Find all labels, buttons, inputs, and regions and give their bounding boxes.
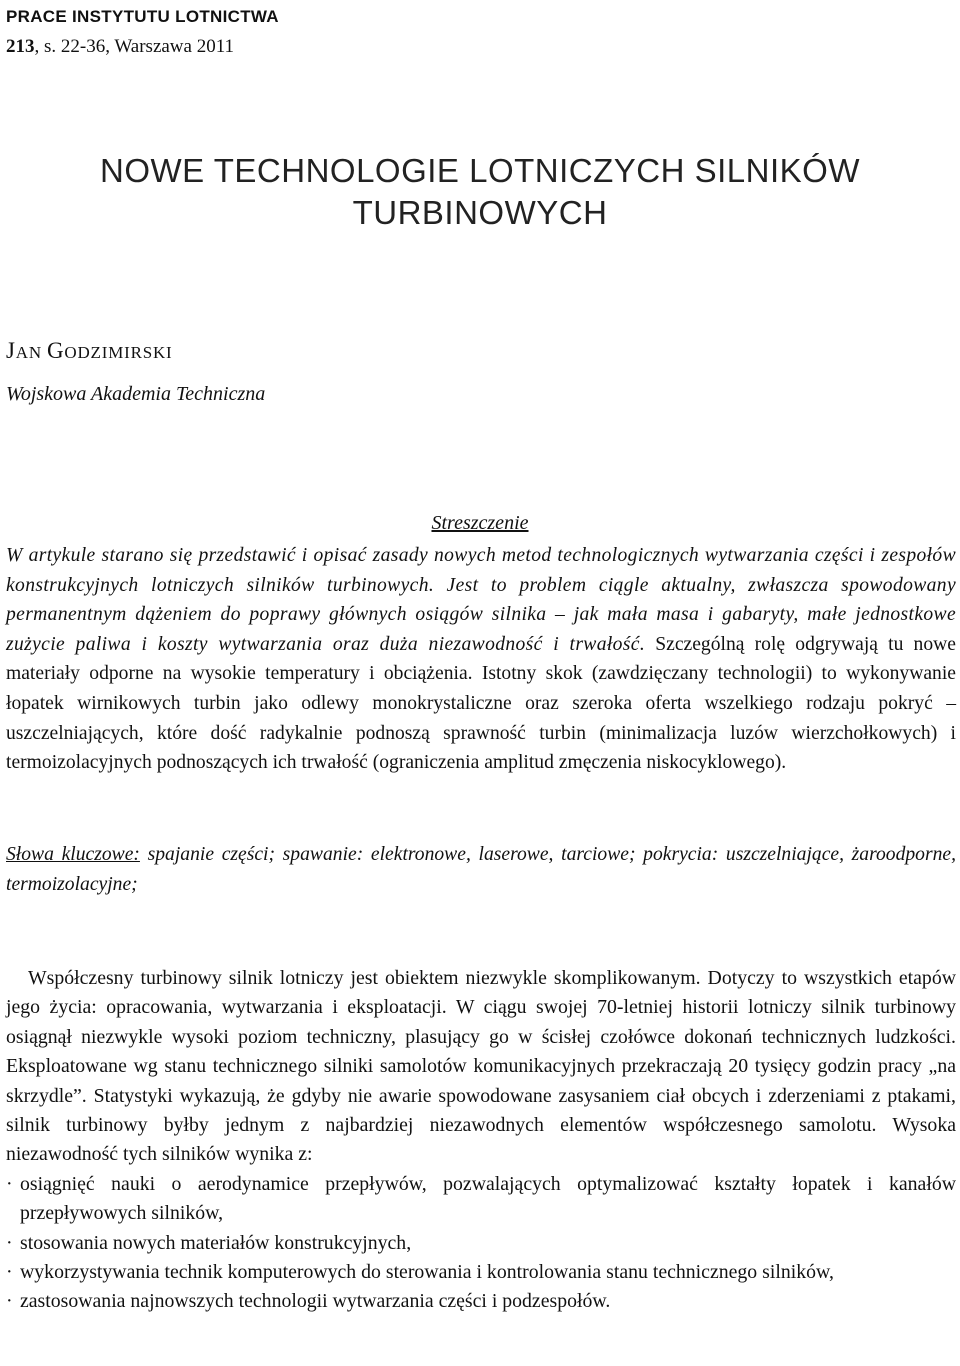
- author-last-initial: G: [46, 338, 65, 363]
- author-name: [6, 338, 173, 364]
- keywords-text: spajanie części; spawanie: elektronowe, laserowe, tarciowe; pokrycia: uszczelniające, żaroodporne, termoizolacyjne;: [6, 844, 956, 895]
- list-item-text: zastosowania najnowszych technologii wytwarzania części i podzespołów.: [20, 1290, 611, 1313]
- list-item: [6, 1287, 956, 1316]
- abstract-heading: Streszczenie: [431, 512, 529, 534]
- body-paragraph: Współczesny turbinowy silnik lotniczy jest obiektem niezwykle skomplikowanym. Dotyczy to wszystkich etapów jego życia: opracowania, wytwarzania i eksploatacji. W ciągu swojej 70-letniej historii lotniczy silnik turbinowy osiągnął niezwykle wysoki poziom techniczny, plasujący go w ścisłej czołówce dokonań technicznych ludzkości. Eksploatowane wg stanu technicznego silniki samolotów komunikacyjnych przekraczają 20 tysięcy godzin pracy „na skrzydle”. Statystyki wykazują, że gdyby nie awarie spowodowane zasysaniem ciał obcych i zderzeniami z ptakami, silnik turbinowy byłby jednym z najbardziej niezawodnych elementów współczesnego samolotu. Wysoka niezawodność tych silników wynika z:: [6, 967, 956, 1166]
- reliability-list: [6, 1170, 956, 1317]
- abstract-italic-part: W artykule starano się przedstawić i opisać zasady nowych metod technologicznych wytwarzania części i zespołów konstrukcyjnych lotniczych silników turbinowych. Jest to problem ciągle aktualny, zwłaszcza spowodowany permanentnym dążeniem do poprawy głównych osiągów silnika – jak mała masa i gabaryty, małe jednostkowe zużycie paliwa i koszty wytwarzania oraz duża niezawodność i trwałość.: [6, 545, 956, 655]
- journal-header: [6, 2, 279, 62]
- list-item-text: stosowania nowych materiałów konstrukcyjnych,: [20, 1231, 412, 1254]
- bullet-icon: ·: [6, 1231, 13, 1254]
- bullet-icon: ·: [6, 1290, 13, 1313]
- article-title: [0, 150, 960, 234]
- keywords-label: Słowa kluczowe:: [6, 844, 140, 865]
- issue-details: , s. 22-36, Warszawa 2011: [34, 36, 235, 57]
- list-item-text: wykorzystywania technik komputerowych do sterowania i kontrolowania stanu technicznego silników,: [20, 1261, 834, 1284]
- author-affiliation: Wojskowa Akademia Techniczna: [6, 383, 266, 405]
- author-first-rest: AN: [15, 343, 47, 362]
- keywords: [6, 840, 956, 899]
- body-text: [6, 964, 956, 1317]
- author-last-rest: ODZIMIRSKI: [64, 343, 173, 362]
- abstract-text: [6, 541, 956, 778]
- author-first-initial: J: [6, 338, 16, 363]
- abstract-normal-part: Szczególną rolę odgrywają tu nowe materiały odporne na wysokie temperatury i obciążenia. Istotny skok (zawdzięczany technologii) to wykonywanie łopatek wirnikowych turbin jako odlewy monokrystaliczne oraz szeroka oferta wszelkiego rodzaju pokryć – uszczelniających, które dość radykalnie podnoszą sprawność turbin (minimalizacja luzów wierzchołkowych) i termoizolacyjnych podnoszących ich trwałość (ograniczenia amplitud zmęczenia niskocyklowego).: [6, 633, 956, 774]
- title-line-2: TURBINOWYCH: [352, 194, 608, 231]
- journal-name: PRACE INSTYTUTU LOTNICTWA: [6, 7, 279, 26]
- title-line-1: NOWE TECHNOLOGIE LOTNICZYCH SILNIKÓW: [100, 152, 860, 189]
- list-item: [6, 1229, 956, 1258]
- list-item-text: osiągnięć nauki o aerodynamice przepływów, pozwalających optymalizować kształty łopatek i kanałów przepływowych silników,: [20, 1172, 956, 1225]
- list-item: [6, 1258, 956, 1287]
- issue-number: 213: [6, 36, 35, 57]
- issue-info: [6, 32, 279, 62]
- bullet-icon: ·: [6, 1261, 13, 1284]
- list-item: [6, 1170, 956, 1229]
- bullet-icon: ·: [6, 1172, 13, 1195]
